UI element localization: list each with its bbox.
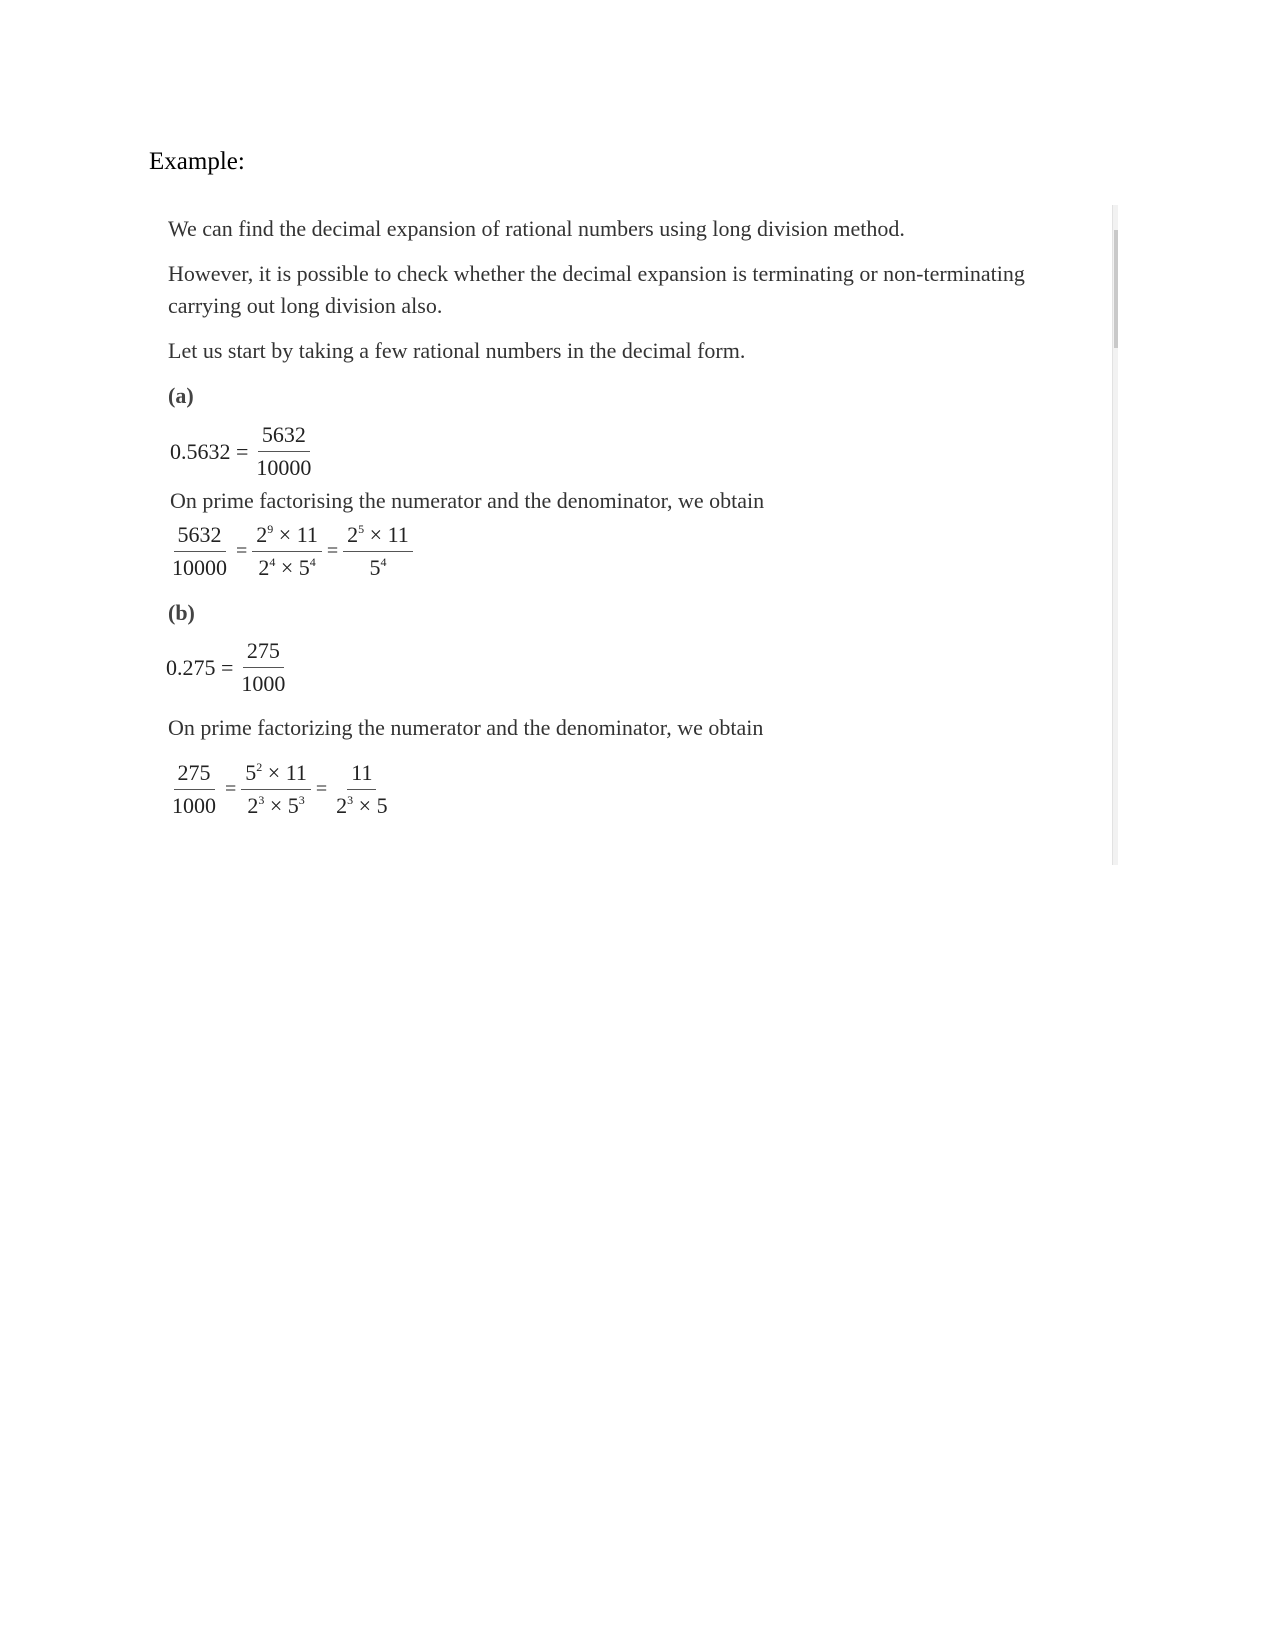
- part-a-factor-fraction-3: [343, 521, 413, 582]
- fraction-numerator: 11: [347, 759, 376, 790]
- fraction-numerator: $2^5 \times 11$: [343, 521, 413, 552]
- fraction-denominator: $2^3 \times 5$: [336, 793, 388, 818]
- equals-sign: =: [326, 540, 339, 562]
- start-paragraph: Let us start by taking a few rational numbers in the decimal form.: [168, 338, 746, 363]
- part-a-fraction: [252, 421, 315, 482]
- intro-paragraph: We can find the decimal expansion of rational numbers using long division method.: [168, 216, 905, 241]
- fraction-denominator: $2^4 \times 5^4$: [258, 555, 316, 580]
- part-b-factor-text: On prime factorizing the numerator and the denominator, we obtain: [168, 715, 764, 740]
- part-b-decimal: 0.275 =: [166, 654, 234, 680]
- scrollbar-thumb[interactable]: [1114, 230, 1118, 348]
- fraction-numerator: 275: [243, 637, 284, 668]
- part-a-factorisation-equation: [166, 521, 415, 582]
- part-b-label: (b): [168, 600, 195, 625]
- part-b-factorisation-equation: [166, 759, 394, 820]
- fraction-denominator: 10000: [172, 555, 227, 580]
- equals-sign: =: [315, 778, 328, 800]
- part-a-factor-fraction-1: [168, 521, 231, 582]
- fraction-denominator: $5^4$: [369, 555, 387, 580]
- fraction-numerator: $5^2 \times 11$: [241, 759, 311, 790]
- part-b-factor-fraction-2: [241, 759, 311, 820]
- check-paragraph-line-1: However, it is possible to check whether the decimal expansion is terminating or non-terminating: [168, 261, 1025, 286]
- part-a-factor-fraction-2: [252, 521, 322, 582]
- part-a-decimal: 0.5632 =: [170, 438, 249, 464]
- equals-sign: =: [225, 778, 237, 800]
- embedded-content-frame: [158, 205, 1118, 865]
- fraction-numerator: $2^9 \times 11$: [252, 521, 322, 552]
- part-a-label: (a): [168, 383, 194, 408]
- fraction-denominator: $2^3 \times 5^3$: [247, 793, 305, 818]
- fraction-numerator: 5632: [174, 521, 226, 552]
- fraction-denominator: 1000: [172, 793, 216, 818]
- fraction-denominator: 1000: [241, 671, 286, 696]
- part-b-fraction: [237, 637, 289, 698]
- part-a-factor-text: On prime factorising the numerator and the denominator, we obtain: [170, 488, 765, 513]
- check-paragraph-line-2: carrying out long division also.: [168, 293, 443, 318]
- part-b-factor-fraction-3: [332, 759, 391, 820]
- fraction-denominator: 10000: [256, 455, 312, 480]
- part-b-decimal-equation: [166, 637, 291, 698]
- equals-sign: =: [236, 540, 248, 562]
- part-b-factor-fraction-1: [168, 759, 220, 820]
- fraction-numerator: 5632: [258, 421, 310, 452]
- fraction-numerator: 275: [174, 759, 215, 790]
- part-a-decimal-equation: [170, 421, 317, 482]
- page-heading: Example:: [149, 148, 245, 175]
